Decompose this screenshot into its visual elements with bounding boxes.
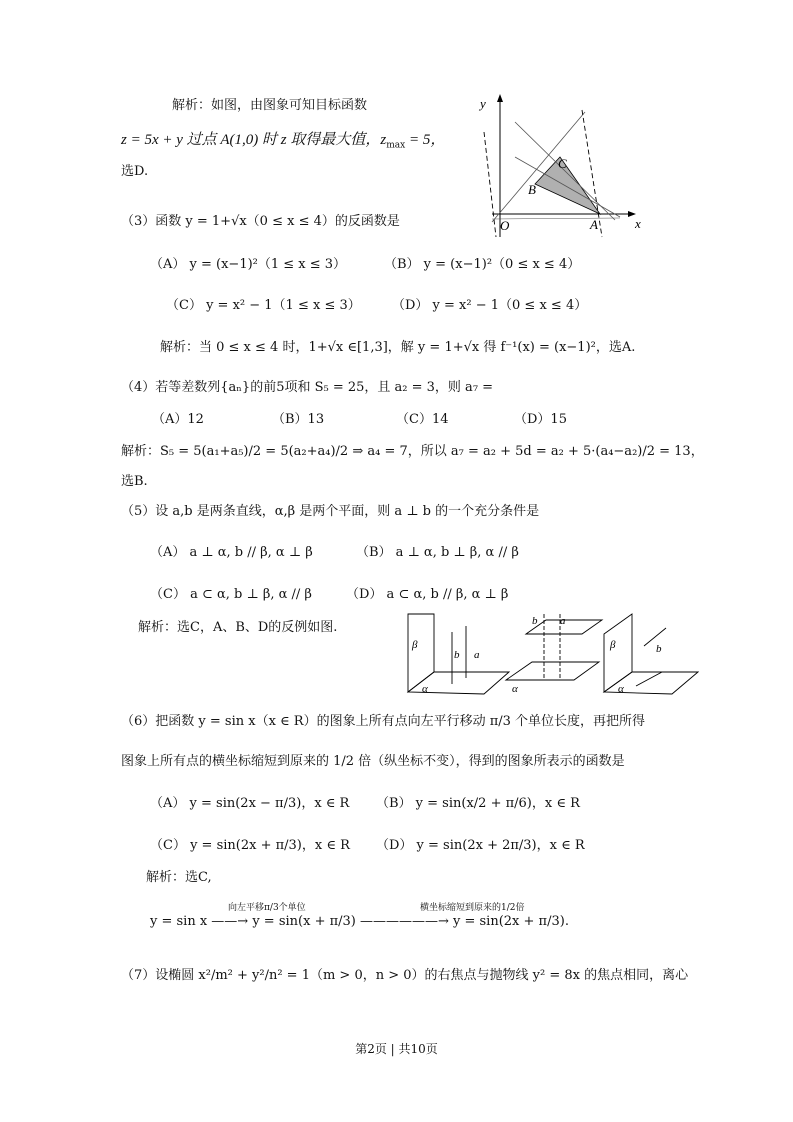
q5-solution: 解析：选C，A、B、D的反例如图. bbox=[138, 620, 338, 635]
svg-text:b: b bbox=[454, 649, 460, 661]
q3-option-b: （B） y = (x−1)²（0 ≤ x ≤ 4） bbox=[384, 257, 581, 272]
q6-option-d: （D） y = sin(2x + 2π/3)，x ∈ R bbox=[376, 838, 585, 853]
lp-region-figure bbox=[470, 92, 655, 242]
question-7: （7）设椭圆 x²/m² + y²/n² = 1（m > 0，n > 0）的右焦点与抛物线 y² = 8x 的焦点相同，离心 bbox=[121, 968, 689, 983]
q4-option-c: （C）14 bbox=[396, 412, 449, 427]
q5-option-b: （B） a ⊥ α, b ⊥ β, α // β bbox=[356, 545, 519, 560]
q6-transform-chain: y = sin x ——→ y = sin(x + π/3) ——————→ y = sin(2x + π/3). bbox=[150, 914, 569, 929]
svg-text:β: β bbox=[412, 639, 418, 651]
label-x: x bbox=[635, 216, 641, 231]
q6-option-c: （C） y = sin(2x + π/3)，x ∈ R bbox=[150, 838, 350, 853]
svg-text:α: α bbox=[422, 683, 428, 695]
label-b: B bbox=[528, 182, 536, 197]
q6-option-a: （A） y = sin(2x − π/3)，x ∈ R bbox=[150, 796, 350, 811]
counterexample-panel-c bbox=[604, 614, 698, 695]
q4-option-a: （A）12 bbox=[152, 412, 204, 427]
constraint-line-1 bbox=[492, 112, 585, 222]
counterexample-panel-a bbox=[408, 614, 509, 695]
svg-text:α: α bbox=[512, 683, 518, 695]
counterexample-panel-b bbox=[506, 614, 602, 695]
q3-option-a: （A） y = (x−1)²（1 ≤ x ≤ 3） bbox=[150, 257, 347, 272]
q4-solution: 解析：S₅ = 5(a₁+a₅)/2 = 5(a₂+a₄)/2 ⇒ a₄ = 7，所以 a₇ = a₂ + 5d = a₂ + 5·(a₄−a₂)/2 = 13， bbox=[121, 444, 704, 459]
q3-solution: 解析：当 0 ≤ x ≤ 4 时，1+√x ∈[1,3]，解 y = 1+√x 得 f⁻¹(x) = (x−1)²，选A. bbox=[160, 340, 636, 355]
q5-option-a: （A） a ⊥ α, b // β, α ⊥ β bbox=[150, 545, 313, 560]
label-o: O bbox=[500, 218, 510, 233]
svg-text:a: a bbox=[474, 649, 480, 661]
solution-line-3: 选D. bbox=[121, 164, 149, 179]
question-6: （6）把函数 y = sin x（x ∈ R）的图象上所有点向左平行移动 π/3 个单位长度，再把所得 bbox=[121, 714, 646, 729]
q4-option-b: （B）13 bbox=[272, 412, 325, 427]
q4-solution-end: 选B. bbox=[121, 474, 148, 489]
question-6-cont: 图象上所有点的横坐标缩短到原来的 1/2 倍（纵坐标不变），得到的图象所表示的函数是 bbox=[121, 754, 625, 769]
svg-text:β: β bbox=[610, 639, 616, 651]
svg-text:a: a bbox=[560, 615, 566, 627]
q3-option-d: （D） y = x² − 1（0 ≤ x ≤ 4） bbox=[392, 298, 588, 313]
q6-arrow-label-2: 横坐标缩短到原来的1/2倍 bbox=[420, 903, 525, 913]
page-footer: 第2页 | 共10页 bbox=[355, 1042, 438, 1056]
label-y: y bbox=[480, 96, 486, 111]
question-3: （3）函数 y = 1+√x（0 ≤ x ≤ 4）的反函数是 bbox=[121, 214, 400, 229]
svg-text:b: b bbox=[656, 643, 662, 655]
q4-option-d: （D）15 bbox=[514, 412, 567, 427]
svg-text:b: b bbox=[532, 615, 538, 627]
q5-option-c: （C） a ⊂ α, b ⊥ β, α // β bbox=[150, 587, 312, 602]
q6-option-b: （B） y = sin(x/2 + π/6)，x ∈ R bbox=[376, 796, 580, 811]
q3-option-c: （C） y = x² − 1（1 ≤ x ≤ 3） bbox=[166, 298, 361, 313]
svg-text:α: α bbox=[618, 683, 624, 695]
y-axis-arrow bbox=[497, 94, 503, 102]
q6-solution: 解析：选C, bbox=[146, 870, 212, 885]
q6-arrow-label-1: 向左平移π/3个单位 bbox=[228, 903, 306, 913]
q5-option-d: （D） a ⊂ α, b // β, α ⊥ β bbox=[346, 587, 509, 602]
solution-line-2: z = 5x + y 过点 A(1,0) 时 z 取得最大值，$z_{max} = 5$， bbox=[121, 132, 446, 151]
objective-line-dashed-1 bbox=[484, 132, 496, 237]
constraint-line-3 bbox=[492, 218, 620, 219]
question-4: （4）若等差数列{aₙ}的前5项和 S₅ = 25，且 a₂ = 3，则 a₇ = bbox=[121, 380, 494, 395]
solution-line-1: 解析：如图，由图象可知目标函数 bbox=[172, 98, 368, 113]
feasible-region bbox=[535, 157, 600, 214]
question-5: （5）设 a,b 是两条直线，α,β 是两个平面，则 a ⊥ b 的一个充分条件是 bbox=[121, 504, 540, 519]
label-c: C bbox=[558, 156, 567, 171]
label-a: A bbox=[590, 217, 598, 232]
plane-counterexample-figure bbox=[404, 612, 699, 698]
